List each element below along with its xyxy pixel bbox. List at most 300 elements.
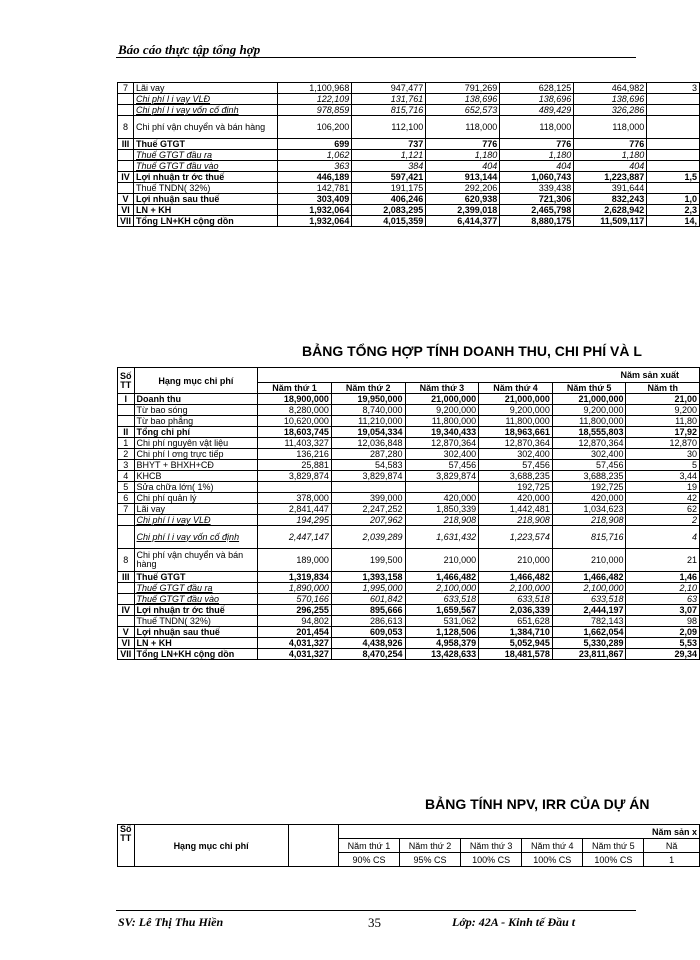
row-value: 1,060,743	[500, 172, 574, 183]
row-value: 420,000	[479, 493, 553, 504]
row-value: 399,000	[331, 493, 405, 504]
row-value: 201,454	[258, 627, 332, 638]
row-label: Chi phí l i vay VLĐ	[134, 515, 258, 526]
row-label: Từ bao sóng	[134, 405, 258, 416]
row-value: 21,000,000	[479, 394, 553, 405]
row-stt: III	[118, 139, 134, 150]
row-value: 2,247,252	[331, 504, 405, 515]
table2-header-stt: Số TT	[118, 368, 135, 394]
row-value: 98	[626, 616, 700, 627]
row-value	[647, 94, 700, 105]
row-value: 895,666	[331, 605, 405, 616]
row-value: 2,100,000	[552, 583, 626, 594]
row-value: 3	[647, 83, 700, 94]
row-value: 286,613	[331, 616, 405, 627]
table3-clip	[0, 824, 700, 884]
row-value: 8,280,000	[258, 405, 332, 416]
row-value: 19,054,334	[331, 427, 405, 438]
row-value: 9,200,000	[479, 405, 553, 416]
table3-header-group: Năm sản x	[338, 825, 699, 839]
row-value	[647, 139, 700, 150]
row-value	[647, 150, 700, 161]
row-value: 633,518	[479, 594, 553, 605]
row-value: 2,3	[647, 205, 700, 216]
table-row	[118, 427, 700, 438]
row-value: 287,280	[331, 449, 405, 460]
row-value: 420,000	[405, 493, 479, 504]
row-stt	[118, 515, 135, 526]
row-value: 2,039,289	[331, 526, 405, 549]
table-row	[118, 526, 700, 549]
table-row	[118, 460, 700, 471]
row-value: 633,518	[552, 594, 626, 605]
row-label: Chi phí l i vay vốn cố định	[134, 105, 278, 116]
row-value: 122,109	[278, 94, 352, 105]
row-value: 609,053	[331, 627, 405, 638]
row-value: 4,031,327	[258, 649, 332, 660]
row-value: 2,100,000	[479, 583, 553, 594]
row-value: 737	[352, 139, 426, 150]
row-stt	[118, 416, 135, 427]
row-value: 1,384,710	[479, 627, 553, 638]
table-row	[118, 504, 700, 515]
year-header: Năm thứ 1	[258, 383, 332, 394]
row-value	[647, 105, 700, 116]
row-value: 531,062	[405, 616, 479, 627]
row-value: 12,870,364	[552, 438, 626, 449]
row-value: 13,428,633	[405, 649, 479, 660]
row-value: 1,223,887	[574, 172, 647, 183]
row-stt	[118, 594, 135, 605]
row-value: 2,083,295	[352, 205, 426, 216]
row-value: 464,982	[574, 83, 647, 94]
row-value: 1,223,574	[479, 526, 553, 549]
footer-page-number: 35	[368, 915, 381, 930]
row-value: 2,09	[626, 627, 700, 638]
row-value: 11,800,000	[552, 416, 626, 427]
row-value: 1,850,339	[405, 504, 479, 515]
row-value: 1,121	[352, 150, 426, 161]
row-value: 913,144	[426, 172, 500, 183]
row-value: 776	[426, 139, 500, 150]
table-row	[118, 205, 700, 216]
row-value: 4,031,327	[258, 638, 332, 649]
row-value: 210,000	[552, 549, 626, 572]
row-value	[258, 482, 332, 493]
row-value: 210,000	[479, 549, 553, 572]
row-value: 192,725	[552, 482, 626, 493]
row-label: Sửa chữa lớn( 1%)	[134, 482, 258, 493]
row-value: 18,603,745	[258, 427, 332, 438]
row-value: 1,5	[647, 172, 700, 183]
row-value: 23,811,867	[552, 649, 626, 660]
row-value: 296,255	[258, 605, 332, 616]
row-label: Lợi nhuận tr ớc thuế	[134, 605, 258, 616]
row-value: 3,829,874	[331, 471, 405, 482]
row-value: 138,696	[500, 94, 574, 105]
row-label: Tổng LN+KH cộng dồn	[134, 649, 258, 660]
footer-author: SV: Lê Thị Thu Hiền	[118, 915, 224, 929]
row-value: 12,870	[626, 438, 700, 449]
row-value: 303,409	[278, 194, 352, 205]
row-value: 8,880,175	[500, 216, 574, 227]
row-value: 2,447,147	[258, 526, 332, 549]
row-label: Thuế TNDN( 32%)	[134, 616, 258, 627]
row-value: 131,761	[352, 94, 426, 105]
row-value: 947,477	[352, 83, 426, 94]
row-value: 601,842	[331, 594, 405, 605]
row-label: Lãi vay	[134, 83, 278, 94]
row-label: Lợi nhuận sau thuế	[134, 627, 258, 638]
row-value: 1,466,482	[552, 572, 626, 583]
row-stt: V	[118, 627, 135, 638]
row-value: 199,500	[331, 549, 405, 572]
row-value: 112,100	[352, 116, 426, 139]
row-value: 138,696	[574, 94, 647, 105]
row-label: Tổng chi phí	[134, 427, 258, 438]
row-value: 339,438	[500, 183, 574, 194]
row-stt: 4	[118, 471, 135, 482]
row-value: 218,908	[552, 515, 626, 526]
row-value: 721,306	[500, 194, 574, 205]
row-value: 597,421	[352, 172, 426, 183]
row-value: 210,000	[405, 549, 479, 572]
row-stt: IV	[118, 605, 135, 616]
row-stt	[118, 583, 135, 594]
row-value: 815,716	[552, 526, 626, 549]
row-value: 404	[574, 161, 647, 172]
row-value: 1,0	[647, 194, 700, 205]
capacity-header: 100% CS	[522, 853, 583, 867]
row-label: BHYT + BHXH+CĐ	[134, 460, 258, 471]
row-label: Thuế GTGT đầu vào	[134, 594, 258, 605]
row-value: 25,881	[258, 460, 332, 471]
row-value: 302,400	[552, 449, 626, 460]
table-row	[118, 627, 700, 638]
row-value: 489,429	[500, 105, 574, 116]
table2-title: BẢNG TỔNG HỢP TÍNH DOANH THU, CHI PHÍ VÀ L	[302, 343, 642, 359]
table-row	[118, 638, 700, 649]
row-value: 218,908	[405, 515, 479, 526]
table-row	[118, 161, 700, 172]
row-value: 404	[500, 161, 574, 172]
row-value: 292,206	[426, 183, 500, 194]
year-header: Năm thứ 5	[583, 839, 644, 853]
row-value: 1,034,623	[552, 504, 626, 515]
row-value: 378,000	[258, 493, 332, 504]
table-row	[118, 216, 700, 227]
row-stt: 7	[118, 83, 134, 94]
row-value: 21,00	[626, 394, 700, 405]
table3-header-item: Hạng mục chi phí	[134, 825, 288, 867]
table-row	[118, 583, 700, 594]
row-value: 3,688,235	[479, 471, 553, 482]
row-stt	[118, 94, 134, 105]
row-value: 18,555,803	[552, 427, 626, 438]
row-stt: IV	[118, 172, 134, 183]
row-value: 1,932,064	[278, 205, 352, 216]
table-row	[118, 183, 700, 194]
row-stt	[118, 105, 134, 116]
year-header: Năm thứ 3	[405, 383, 479, 394]
year-header: Năm th	[626, 383, 700, 394]
table-row	[118, 83, 700, 94]
row-stt: I	[118, 394, 135, 405]
row-value: 136,216	[258, 449, 332, 460]
table-row	[118, 449, 700, 460]
year-header: Nă	[644, 839, 700, 853]
row-value: 5,53	[626, 638, 700, 649]
row-value: 2,444,197	[552, 605, 626, 616]
row-value: 302,400	[405, 449, 479, 460]
row-value: 4,015,359	[352, 216, 426, 227]
table-row	[118, 194, 700, 205]
row-stt: VII	[118, 216, 134, 227]
row-value: 2,100,000	[405, 583, 479, 594]
row-value: 978,859	[278, 105, 352, 116]
row-value: 57,456	[552, 460, 626, 471]
row-value: 1,995,000	[331, 583, 405, 594]
row-value: 1,466,482	[405, 572, 479, 583]
capacity-header: 90% CS	[338, 853, 399, 867]
row-stt: VI	[118, 638, 135, 649]
year-header: Năm thứ 3	[461, 839, 522, 853]
row-stt: II	[118, 427, 135, 438]
table3-title: BẢNG TÍNH NPV, IRR CỦA DỰ ÁN	[425, 796, 650, 812]
year-header: Năm thứ 4	[479, 383, 553, 394]
table3	[117, 824, 700, 867]
row-value	[647, 116, 700, 139]
row-value: 118,000	[426, 116, 500, 139]
row-value: 2,10	[626, 583, 700, 594]
row-value: 326,286	[574, 105, 647, 116]
table-row	[118, 572, 700, 583]
table2	[117, 367, 700, 660]
table-row	[118, 515, 700, 526]
row-value: 207,962	[331, 515, 405, 526]
year-header: Năm thứ 4	[522, 839, 583, 853]
row-stt	[118, 150, 134, 161]
row-value: 1,180	[500, 150, 574, 161]
table-row	[118, 172, 700, 183]
row-value: 21	[626, 549, 700, 572]
row-value: 11,403,327	[258, 438, 332, 449]
row-stt: 3	[118, 460, 135, 471]
capacity-header: 100% CS	[583, 853, 644, 867]
row-label: Từ bao phẳng	[134, 416, 258, 427]
row-value: 94,802	[258, 616, 332, 627]
row-value: 19	[626, 482, 700, 493]
row-value: 1,659,567	[405, 605, 479, 616]
row-value: 782,143	[552, 616, 626, 627]
row-value: 2,399,018	[426, 205, 500, 216]
row-value: 57,456	[405, 460, 479, 471]
row-value: 570,166	[258, 594, 332, 605]
row-stt	[118, 405, 135, 416]
row-label: Thuế GTGT đầu ra	[134, 583, 258, 594]
row-value: 62	[626, 504, 700, 515]
row-value: 363	[278, 161, 352, 172]
table-row	[118, 405, 700, 416]
row-value: 29,34	[626, 649, 700, 660]
row-label: Chi phí quản lý	[134, 493, 258, 504]
row-value: 1,932,064	[278, 216, 352, 227]
row-value: 118,000	[500, 116, 574, 139]
row-stt: III	[118, 572, 135, 583]
row-value: 30	[626, 449, 700, 460]
table3-header-stt: Số TT	[118, 825, 135, 867]
row-value: 8,740,000	[331, 405, 405, 416]
table2-header-item: Hạng mục chi phí	[134, 368, 258, 394]
row-stt	[118, 616, 135, 627]
row-label: Thuế GTGT đầu vào	[134, 161, 278, 172]
row-value: 1,890,000	[258, 583, 332, 594]
row-value: 420,000	[552, 493, 626, 504]
row-value: 17,92	[626, 427, 700, 438]
row-value: 63	[626, 594, 700, 605]
row-value: 142,781	[278, 183, 352, 194]
row-label: Tổng LN+KH cộng dồn	[134, 216, 278, 227]
row-label: Doanh thu	[134, 394, 258, 405]
row-value: 191,175	[352, 183, 426, 194]
row-value: 384	[352, 161, 426, 172]
table-row	[118, 471, 700, 482]
row-value: 815,716	[352, 105, 426, 116]
row-value: 5,052,945	[479, 638, 553, 649]
row-value: 8,470,254	[331, 649, 405, 660]
row-value: 404	[426, 161, 500, 172]
row-value: 652,573	[426, 105, 500, 116]
row-label: LN + KH	[134, 205, 278, 216]
year-header: Năm thứ 1	[338, 839, 399, 853]
table-row	[118, 416, 700, 427]
capacity-header: 95% CS	[400, 853, 461, 867]
row-stt	[118, 183, 134, 194]
row-value: 2,628,942	[574, 205, 647, 216]
table-row	[118, 549, 700, 572]
row-stt: 8	[118, 116, 134, 139]
row-value	[647, 161, 700, 172]
row-value: 1,442,481	[479, 504, 553, 515]
row-value: 11,509,117	[574, 216, 647, 227]
row-label: Thuế GTGT đầu ra	[134, 150, 278, 161]
row-value: 1,393,158	[331, 572, 405, 583]
row-value: 446,189	[278, 172, 352, 183]
footer-rule	[116, 910, 636, 911]
table-row	[118, 105, 700, 116]
row-value: 5	[626, 460, 700, 471]
row-label: Thuế GTGT	[134, 572, 258, 583]
row-value: 12,870,364	[405, 438, 479, 449]
header-rule	[116, 57, 636, 58]
row-value: 3,688,235	[552, 471, 626, 482]
row-value: 9,200	[626, 405, 700, 416]
row-value: 1,46	[626, 572, 700, 583]
row-label: Lãi vay	[134, 504, 258, 515]
row-label: Chi phí l i vay vốn cố định	[134, 526, 258, 549]
row-stt: 6	[118, 493, 135, 504]
row-value: 633,518	[405, 594, 479, 605]
table3-header-blank	[288, 825, 338, 867]
row-value: 3,07	[626, 605, 700, 616]
row-value: 14,	[647, 216, 700, 227]
page-header: Báo cáo thực tập tổng hợp	[118, 42, 261, 57]
row-stt: 8	[118, 549, 135, 572]
row-value: 302,400	[479, 449, 553, 460]
row-value	[405, 482, 479, 493]
row-value: 12,870,364	[479, 438, 553, 449]
row-value: 2,841,447	[258, 504, 332, 515]
row-value: 5,330,289	[552, 638, 626, 649]
row-stt: V	[118, 194, 134, 205]
row-stt	[118, 161, 134, 172]
row-value: 10,620,000	[258, 416, 332, 427]
row-label: Thuế GTGT	[134, 139, 278, 150]
footer-class: Lớp: 42A - Kinh tế Đầu t	[452, 915, 576, 929]
row-value: 11,80	[626, 416, 700, 427]
row-value: 4,438,926	[331, 638, 405, 649]
table1	[117, 82, 700, 227]
row-value: 9,200,000	[552, 405, 626, 416]
row-value: 1,062	[278, 150, 352, 161]
row-label: Thuế TNDN( 32%)	[134, 183, 278, 194]
row-value: 620,938	[426, 194, 500, 205]
row-stt: VI	[118, 205, 134, 216]
row-value: 3,829,874	[405, 471, 479, 482]
row-value: 6,414,377	[426, 216, 500, 227]
row-value: 4,958,379	[405, 638, 479, 649]
row-value: 699	[278, 139, 352, 150]
row-value: 106,200	[278, 116, 352, 139]
row-value: 21,000,000	[405, 394, 479, 405]
row-value: 11,800,000	[405, 416, 479, 427]
row-label: Chi phí l ơng trực tiếp	[134, 449, 258, 460]
capacity-header: 100% CS	[461, 853, 522, 867]
row-label: LN + KH	[134, 638, 258, 649]
row-value: 1,100,968	[278, 83, 352, 94]
table-row	[118, 139, 700, 150]
table1-clip	[0, 82, 700, 282]
row-value: 189,000	[258, 549, 332, 572]
row-value: 776	[574, 139, 647, 150]
row-value: 138,696	[426, 94, 500, 105]
row-value: 9,200,000	[405, 405, 479, 416]
row-value	[331, 482, 405, 493]
row-value: 194,295	[258, 515, 332, 526]
row-value: 2,036,339	[479, 605, 553, 616]
row-value: 57,456	[479, 460, 553, 471]
row-value: 118,000	[574, 116, 647, 139]
year-header: Năm thứ 5	[552, 383, 626, 394]
table-row	[118, 594, 700, 605]
row-stt: 2	[118, 449, 135, 460]
table-row	[118, 394, 700, 405]
row-label: Chi phí nguyên vật liệu	[134, 438, 258, 449]
row-value: 42	[626, 493, 700, 504]
table-row	[118, 150, 700, 161]
table-row	[118, 116, 700, 139]
row-value: 12,036,848	[331, 438, 405, 449]
year-header: Năm thứ 2	[400, 839, 461, 853]
row-value: 3,829,874	[258, 471, 332, 482]
row-value: 4	[626, 526, 700, 549]
row-value: 776	[500, 139, 574, 150]
row-value: 18,481,578	[479, 649, 553, 660]
table2-clip	[0, 367, 700, 737]
row-value: 1,631,432	[405, 526, 479, 549]
row-value: 1,180	[574, 150, 647, 161]
row-value: 2	[626, 515, 700, 526]
